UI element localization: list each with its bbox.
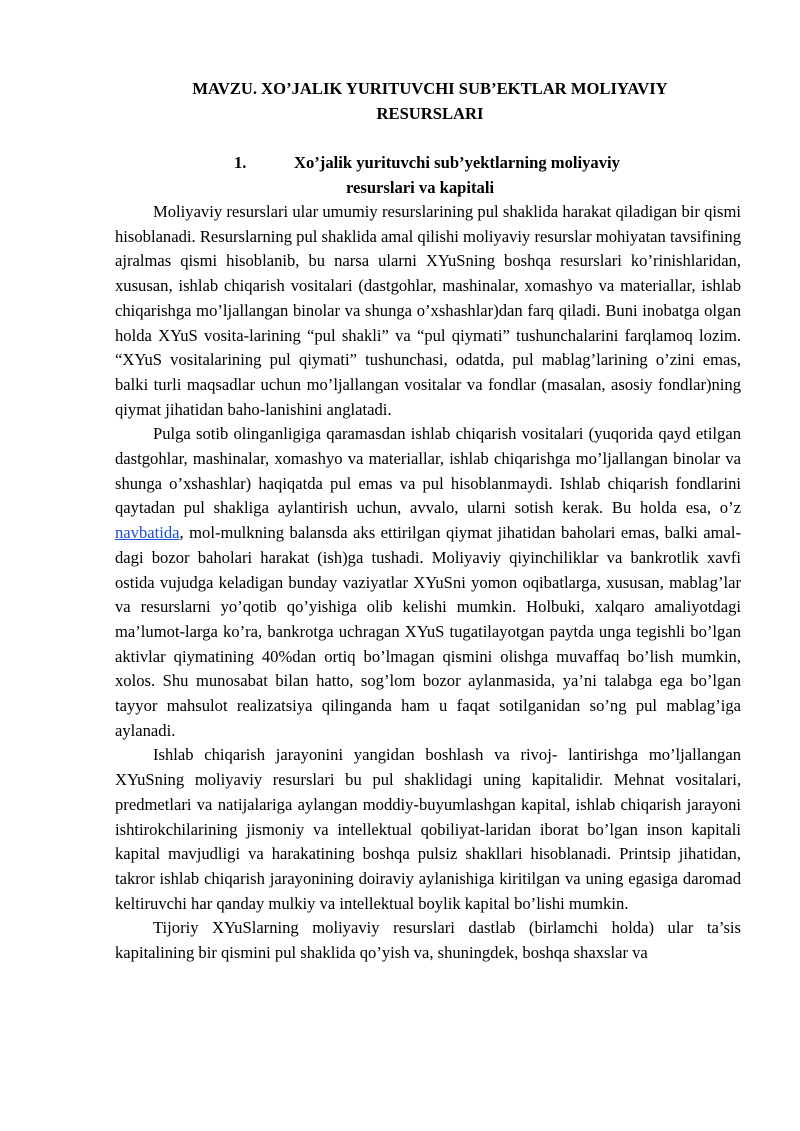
- section-title-line-1: Xo’jalik yurituvchi sub’yektlarning moliyaviy: [294, 153, 620, 172]
- paragraph-3: Ishlab chiqarish jarayonini yangidan boshlash va rivoj- lantirishga mo’ljallangan XYuSning moliyaviy resurslari bu pul shaklidagi uning kapitalidir. Mehnat vositalari, predmetlari va natijalariga aylangan moddiy-buyumlashgan kapital, ishlab chiqarish jarayoni ishtirokchilarining jismoniy va intellektual qobiliyat-laridan iborat bo’lgan inson kapitali kapital mavjudligi va harakatining boshqa pulsiz shakllari hisoblanadi. Printsip jihatidan, takror ishlab chiqarish jarayonining doiraviy aylanishiga kiritilgan va uning egasiga daromad keltiruvchi har qanday mulkiy va intellektual boylik kapital bo’lishi mumkin.: [115, 745, 741, 913]
- section-title-line-2: resurslari va kapitali: [345, 178, 495, 197]
- paragraph-4: Tijoriy XYuSlarning moliyaviy resurslari dastlab (birlamchi holda) ular ta’sis kapitalining bir qismini pul shaklida qo’yish va, shuningdek, boshqa shaxslar va: [115, 918, 741, 963]
- paragraph-2: [115, 422, 741, 743]
- paragraph-1: Moliyaviy resurslari ular umumiy resurslarining pul shaklida harakat qiladigan bir qismi hisoblanadi. Resurslarning pul shaklida amal qilishi moliyaviy resurslar mohiyatan tavsifining ajralmas qismi hisoblanib, bu narsa ularni XYuSning boshqa resurslari ko’rinishlaridan, xususan, ishlab chiqarish vositalari (dastgohlar, mashinalar, xomashyo va materiallar, ishlab chiqarishga mo’ljallangan binolar va shunga o’xshashlar)dan farq qiladi. Buni inobatga olgan holda XYuS vosita-larining “pul shakli” va “pul qiymati” tushunchalarini farqlamoq lozim. “XYuS vositalarining pul qiymati” tushunchasi, odatda, pul mablag’larining o’zini emas, balki turli maqsadlar uchun mo’ljallangan vositalar va fondlar (masalan, asosiy fondlar)ning qiymat jihatidan baho-lanishini anglatadi.: [115, 202, 741, 419]
- title-line-2: RESURSLARI: [376, 104, 484, 123]
- paragraph-2-text-end: , mol-mulkning balansda aks ettirilgan qiymat jihatidan baholari emas, balki amal- dagi bozor baholari harakat (ish)ga tushadi. Moliyaviy qiyinchiliklar va bankrotlik xavfi ostida vujudga keladigan bunday vaziyatlar XYuSni yomon oqibatlarga, xususan, mablag’lar va resurslarni yo’qotib qo’yishiga olib kelishi mumkin. Holbuki, xalqaro amaliyotdagi ma’lumot-larga ko’ra, bankrotga uchragan XYuS tugatilayotgan paytda unga tegishli bo’lgan aktivlar qiymatining 40%dan ortiq bo’lmagan qismini olishga muvaffaq bo’lish mumkin, xolos. Shu munosabat bilan hatto, sog’lom bozor aylanmasida, ya’ni talabga ega bo’lgan tayyor mahsulot realizatsiya qilinganda ham u faqat sotilganidan so’ng pul mablag’iga aylanadi.: [115, 523, 741, 740]
- body-text: [115, 200, 741, 966]
- paragraph-2-text-start: Pulga sotib olinganligiga qaramasdan ishlab chiqarish vositalari (yuqorida qayd etilgan dastgohlar, mashinalar, xomashyo va materiallar, ishlab chiqarishga mo’ljallangan binolar va shunga o’xshashlar) haqiqatda pul emas va pul hisoblanmaydi. Ishlab chiqarish fondlarini qaytadan pul shakliga aylantirish uchun, avvalo, ularni sotish kerak. Bu holda esa, o’z: [115, 424, 741, 518]
- page-title: [140, 76, 720, 126]
- navbatida-link[interactable]: navbatida: [115, 523, 180, 543]
- title-line-1: MAVZU. XO’JALIK YURITUVCHI SUB’EKTLAR MOLIYAVIY: [192, 79, 668, 98]
- section-number: 1.: [234, 153, 247, 172]
